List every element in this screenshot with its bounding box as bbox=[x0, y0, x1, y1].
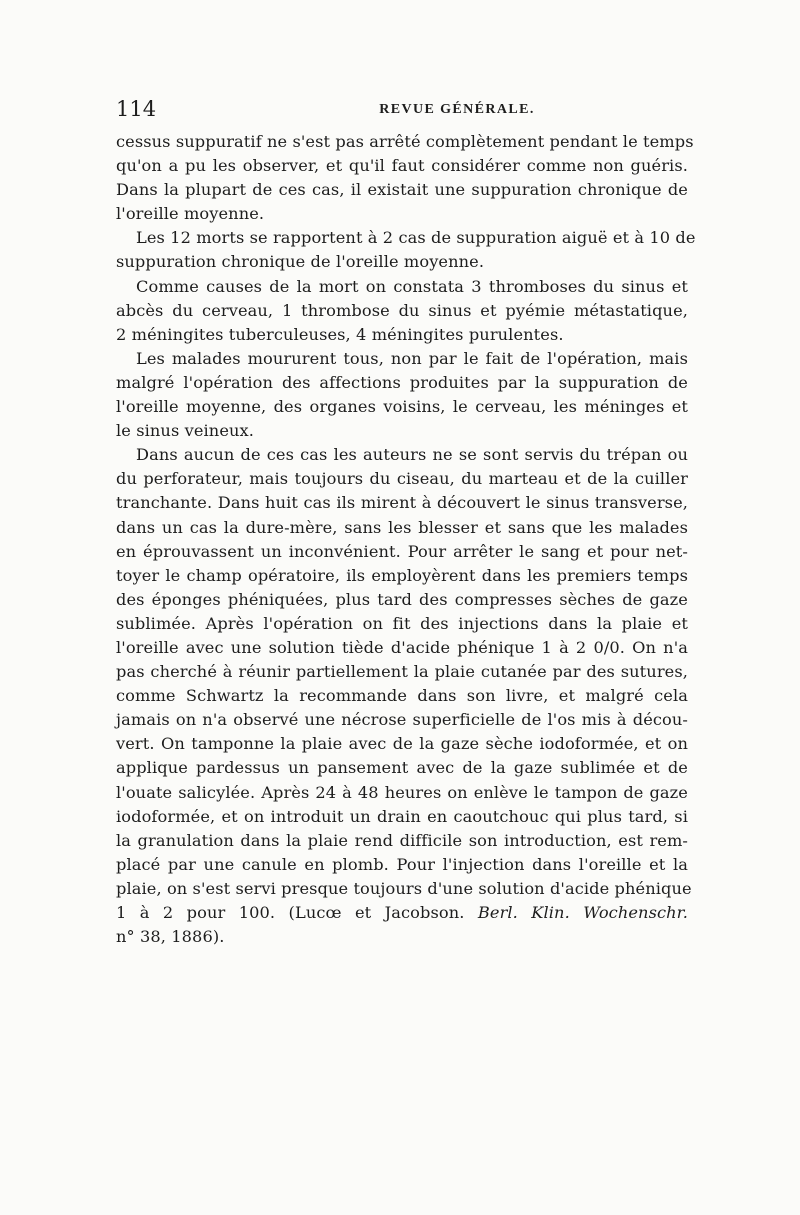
text-line: du perforateur, mais toujours du ciseau, du marteau et de la cuiller bbox=[116, 469, 688, 489]
text-line: l'oreille moyenne. bbox=[116, 204, 265, 224]
text-line: le sinus veineux. bbox=[116, 421, 254, 441]
citation-line bbox=[116, 901, 688, 925]
text-line: sublimée. Après l'opération on fit des injections dans la plaie et bbox=[116, 613, 688, 633]
page-header bbox=[116, 96, 688, 122]
text-line: n° 38, 1886). bbox=[116, 927, 225, 947]
text-line: la granulation dans la plaie rend difficile son introduction, est rem- bbox=[116, 830, 688, 850]
text-line: l'oreille avec une solution tiède d'acide phénique 1 à 2 0/0. On n'a bbox=[116, 637, 688, 657]
text-line: pas cherché à réunir partiellement la plaie cutanée par des sutures, bbox=[116, 662, 688, 682]
text-line: plaie, on s'est servi presque toujours d'une solution d'acide phénique bbox=[116, 878, 692, 898]
text-line: l'oreille moyenne, des organes voisins, le cerveau, les méninges et bbox=[116, 397, 688, 417]
text-line: des éponges phéniquées, plus tard des compresses sèches de gaze bbox=[116, 589, 688, 609]
text-line: 2 méningites tuberculeuses, 4 méningites purulentes. bbox=[116, 324, 564, 344]
body-text bbox=[116, 130, 696, 949]
text-line: applique pardessus un pansement avec de la gaze sublimée et de bbox=[116, 758, 688, 778]
text-line: Les malades moururent tous, non par le fait de l'opération, mais bbox=[136, 348, 688, 368]
text-line: tranchante. Dans huit cas ils mirent à découvert le sinus transverse, bbox=[116, 493, 688, 513]
text-line: Dans aucun de ces cas les auteurs ne se sont servis du trépan ou bbox=[136, 445, 688, 465]
text-line: Comme causes de la mort on constata 3 thromboses du sinus et bbox=[136, 276, 688, 296]
running-head: REVUE GÉNÉRALE. bbox=[379, 102, 535, 117]
journal-title: Berl. Klin. Wochenschr. bbox=[477, 903, 688, 922]
text-line: dans un cas la dure-mère, sans les blesser et sans que les malades bbox=[116, 517, 688, 537]
text-line: abcès du cerveau, 1 thrombose du sinus et pyémie métastatique, bbox=[116, 300, 688, 320]
text-line: iodoformée, et on introduit un drain en caoutchouc qui plus tard, si bbox=[116, 806, 688, 826]
text-line: toyer le champ opératoire, ils employèrent dans les premiers temps bbox=[116, 565, 688, 585]
text-line: cessus suppuratif ne s'est pas arrêté complètement pendant le temps bbox=[116, 132, 694, 151]
text-line: comme Schwartz la recommande dans son livre, et malgré cela bbox=[116, 686, 688, 706]
text-line: Les 12 morts se rapportent à 2 cas de suppuration aiguë et à 10 de bbox=[136, 228, 696, 248]
text-line: qu'on a pu les observer, et qu'il faut considérer comme non guéris. bbox=[116, 156, 688, 176]
page-number: 114 bbox=[116, 97, 157, 121]
text-line: vert. On tamponne la plaie avec de la gaze sèche iodoformée, et on bbox=[116, 734, 688, 754]
text-line: Dans la plupart de ces cas, il existait une suppuration chronique de bbox=[116, 180, 688, 200]
text-line: jamais on n'a observé une nécrose superficielle de l'os mis à décou- bbox=[116, 710, 688, 730]
text-line: placé par une canule en plomb. Pour l'injection dans l'oreille et la bbox=[116, 854, 688, 874]
text-line: l'ouate salicylée. Après 24 à 48 heures on enlève le tampon de gaze bbox=[116, 782, 688, 802]
text-line: malgré l'opération des affections produites par la suppuration de bbox=[116, 372, 688, 392]
text-line: en éprouvassent un inconvénient. Pour arrêter le sang et pour net- bbox=[116, 541, 688, 561]
text-line: suppuration chronique de l'oreille moyenne. bbox=[116, 252, 485, 272]
citation-text: 1 à 2 pour 100. (Lucœ et Jacobson. bbox=[116, 903, 465, 922]
